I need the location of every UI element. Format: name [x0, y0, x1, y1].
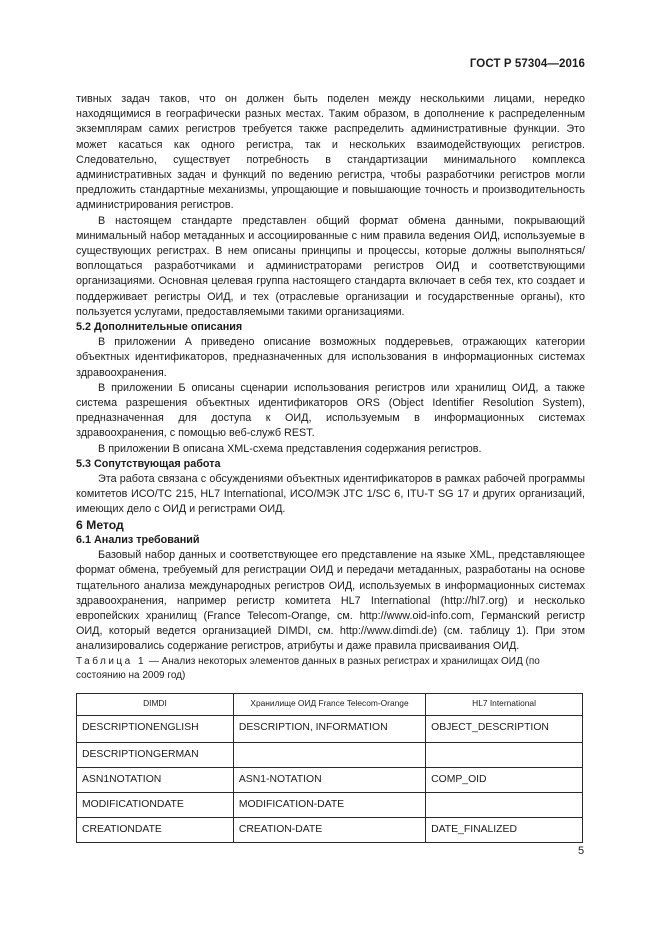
registry-comparison-table	[76, 693, 583, 843]
paragraph: В приложении А приведено описание возможных поддеревьев, отражающих категории объектных идентификаторов, предназначенных для использования в информационных системах здравоохранения.	[76, 336, 585, 379]
table-cell	[426, 792, 583, 817]
table-cell: CREATIONDATE	[77, 817, 234, 842]
table-cell: DESCRIPTION, INFORMATION	[233, 715, 425, 742]
table-cell: MODIFICATIONDATE	[77, 792, 234, 817]
paragraph: тивных задач таков, что он должен быть поделен между несколькими лицами, нередко находящимися в географически разных местах. Таким образом, в дополнение к распределенным экземплярам самих регистров требуется также распределить административные функции. Это может касаться как одного регистра, так и нескольких взаимодействующих регистров. Следовательно, существует потребность в стандартизации минимального комплекса административных задач и функций по ведению регистра, чтобы разработчики регистров могли предложить стандартные механизмы, упрощающие и повышающие точность и производительность администрирования регистров.	[76, 93, 585, 212]
column-header: DIMDI	[77, 693, 234, 715]
column-header: Хранилище ОИД France Telecom-Orange	[233, 693, 425, 715]
table-cell: MODIFICATION-DATE	[233, 792, 425, 817]
standard-code: ГОСТ Р 57304—2016	[469, 58, 585, 70]
table-caption	[76, 655, 585, 683]
table-row	[77, 715, 583, 742]
table-row	[77, 792, 583, 817]
table-row	[77, 767, 583, 792]
table-caption-text: — Анализ некоторых элементов данных в разных регистрах и хранилищах ОИД (по состоянию на 2009 год)	[76, 655, 540, 681]
table-cell: ASN1-NOTATION	[233, 767, 425, 792]
paragraph: Эта работа связана с обсуждениями объектных идентификаторов в рамках рабочей программы комитетов ИСО/ТС 215, HL7 International, ИСО/МЭК JTC 1/SC 6, ITU-T SG 17 и других организаций, имеющих дело с ОИД и регистрами ОИД.	[76, 473, 585, 516]
paragraph: Базовый набор данных и соответствующее его представление на языке XML, представляющее формат обмена, требуемый для регистрации ОИД и передачи метаданных, разработаны на основе тщательного анализа международных регистров ОИД, используемых в информационных системах здравоохранения, например регистр комитета HL7 International (http://hl7.org) и несколько европейских хранилищ (France Telecom-Orange, см. http://www.oid-info.com, Германский регистр ОИД, который ведется организацией DIMDI, см. http://www.dimdi.de) (см. таблицу 1). При этом анализировались содержание регистров, атрибуты и даже правила присваивания ОИД.	[76, 549, 585, 653]
table-cell: CREATION-DATE	[233, 817, 425, 842]
table-cell: DATE_FINALIZED	[426, 817, 583, 842]
section-heading-5-2: 5.2 Дополнительные описания	[76, 321, 243, 334]
table-header-row	[77, 693, 583, 715]
paragraph: В приложении Б описаны сценарии использования регистров или хранилищ ОИД, а также система разрешения объектных идентификаторов ORS (Object Identifier Resolution System), предназначенная для доступа к ОИД, используемым в информационных системах здравоохранения, с помощью веб-служб REST.	[76, 381, 585, 440]
table-caption-label: Таблица 1	[76, 655, 147, 667]
table-cell	[233, 742, 425, 767]
document-body	[76, 92, 585, 843]
paragraph: В настоящем стандарте представлен общий формат обмена данными, покрывающий минимальный набор метаданных и ассоциированные с ним правила ведения ОИД, используемые в существующих регистрах. В нем описаны принципы и процессы, которые должны выполняться/воплощаться разработчиками и администраторами регистров ОИД и соответствующими организациями. Основная целевая группа настоящего стандарта включает в себя тех, кто создает и поддерживает регистры ОИД, и тех (отраслевые организации и государственные органы), кто пользуется услугами, предоставляемыми такими организациями.	[76, 214, 585, 318]
column-header: HL7 International	[426, 693, 583, 715]
section-heading-6-1: 6.1 Анализ требований	[76, 533, 200, 546]
table-cell: COMP_OID	[426, 767, 583, 792]
table-cell: OBJECT_DESCRIPTION	[426, 715, 583, 742]
table-row	[77, 817, 583, 842]
section-heading-5-3: 5.3 Сопутствующая работа	[76, 457, 221, 470]
table-cell	[426, 742, 583, 767]
paragraph: В приложении В описана XML-схема представления содержания регистров.	[98, 442, 482, 455]
table-cell: DESCRIPTIONENGLISH	[77, 715, 234, 742]
table-row	[77, 742, 583, 767]
table-cell: DESCRIPTIONGERMAN	[77, 742, 234, 767]
section-heading-6: 6 Метод	[76, 517, 124, 532]
table-cell: ASN1NOTATION	[77, 767, 234, 792]
page-number: 5	[578, 845, 585, 857]
